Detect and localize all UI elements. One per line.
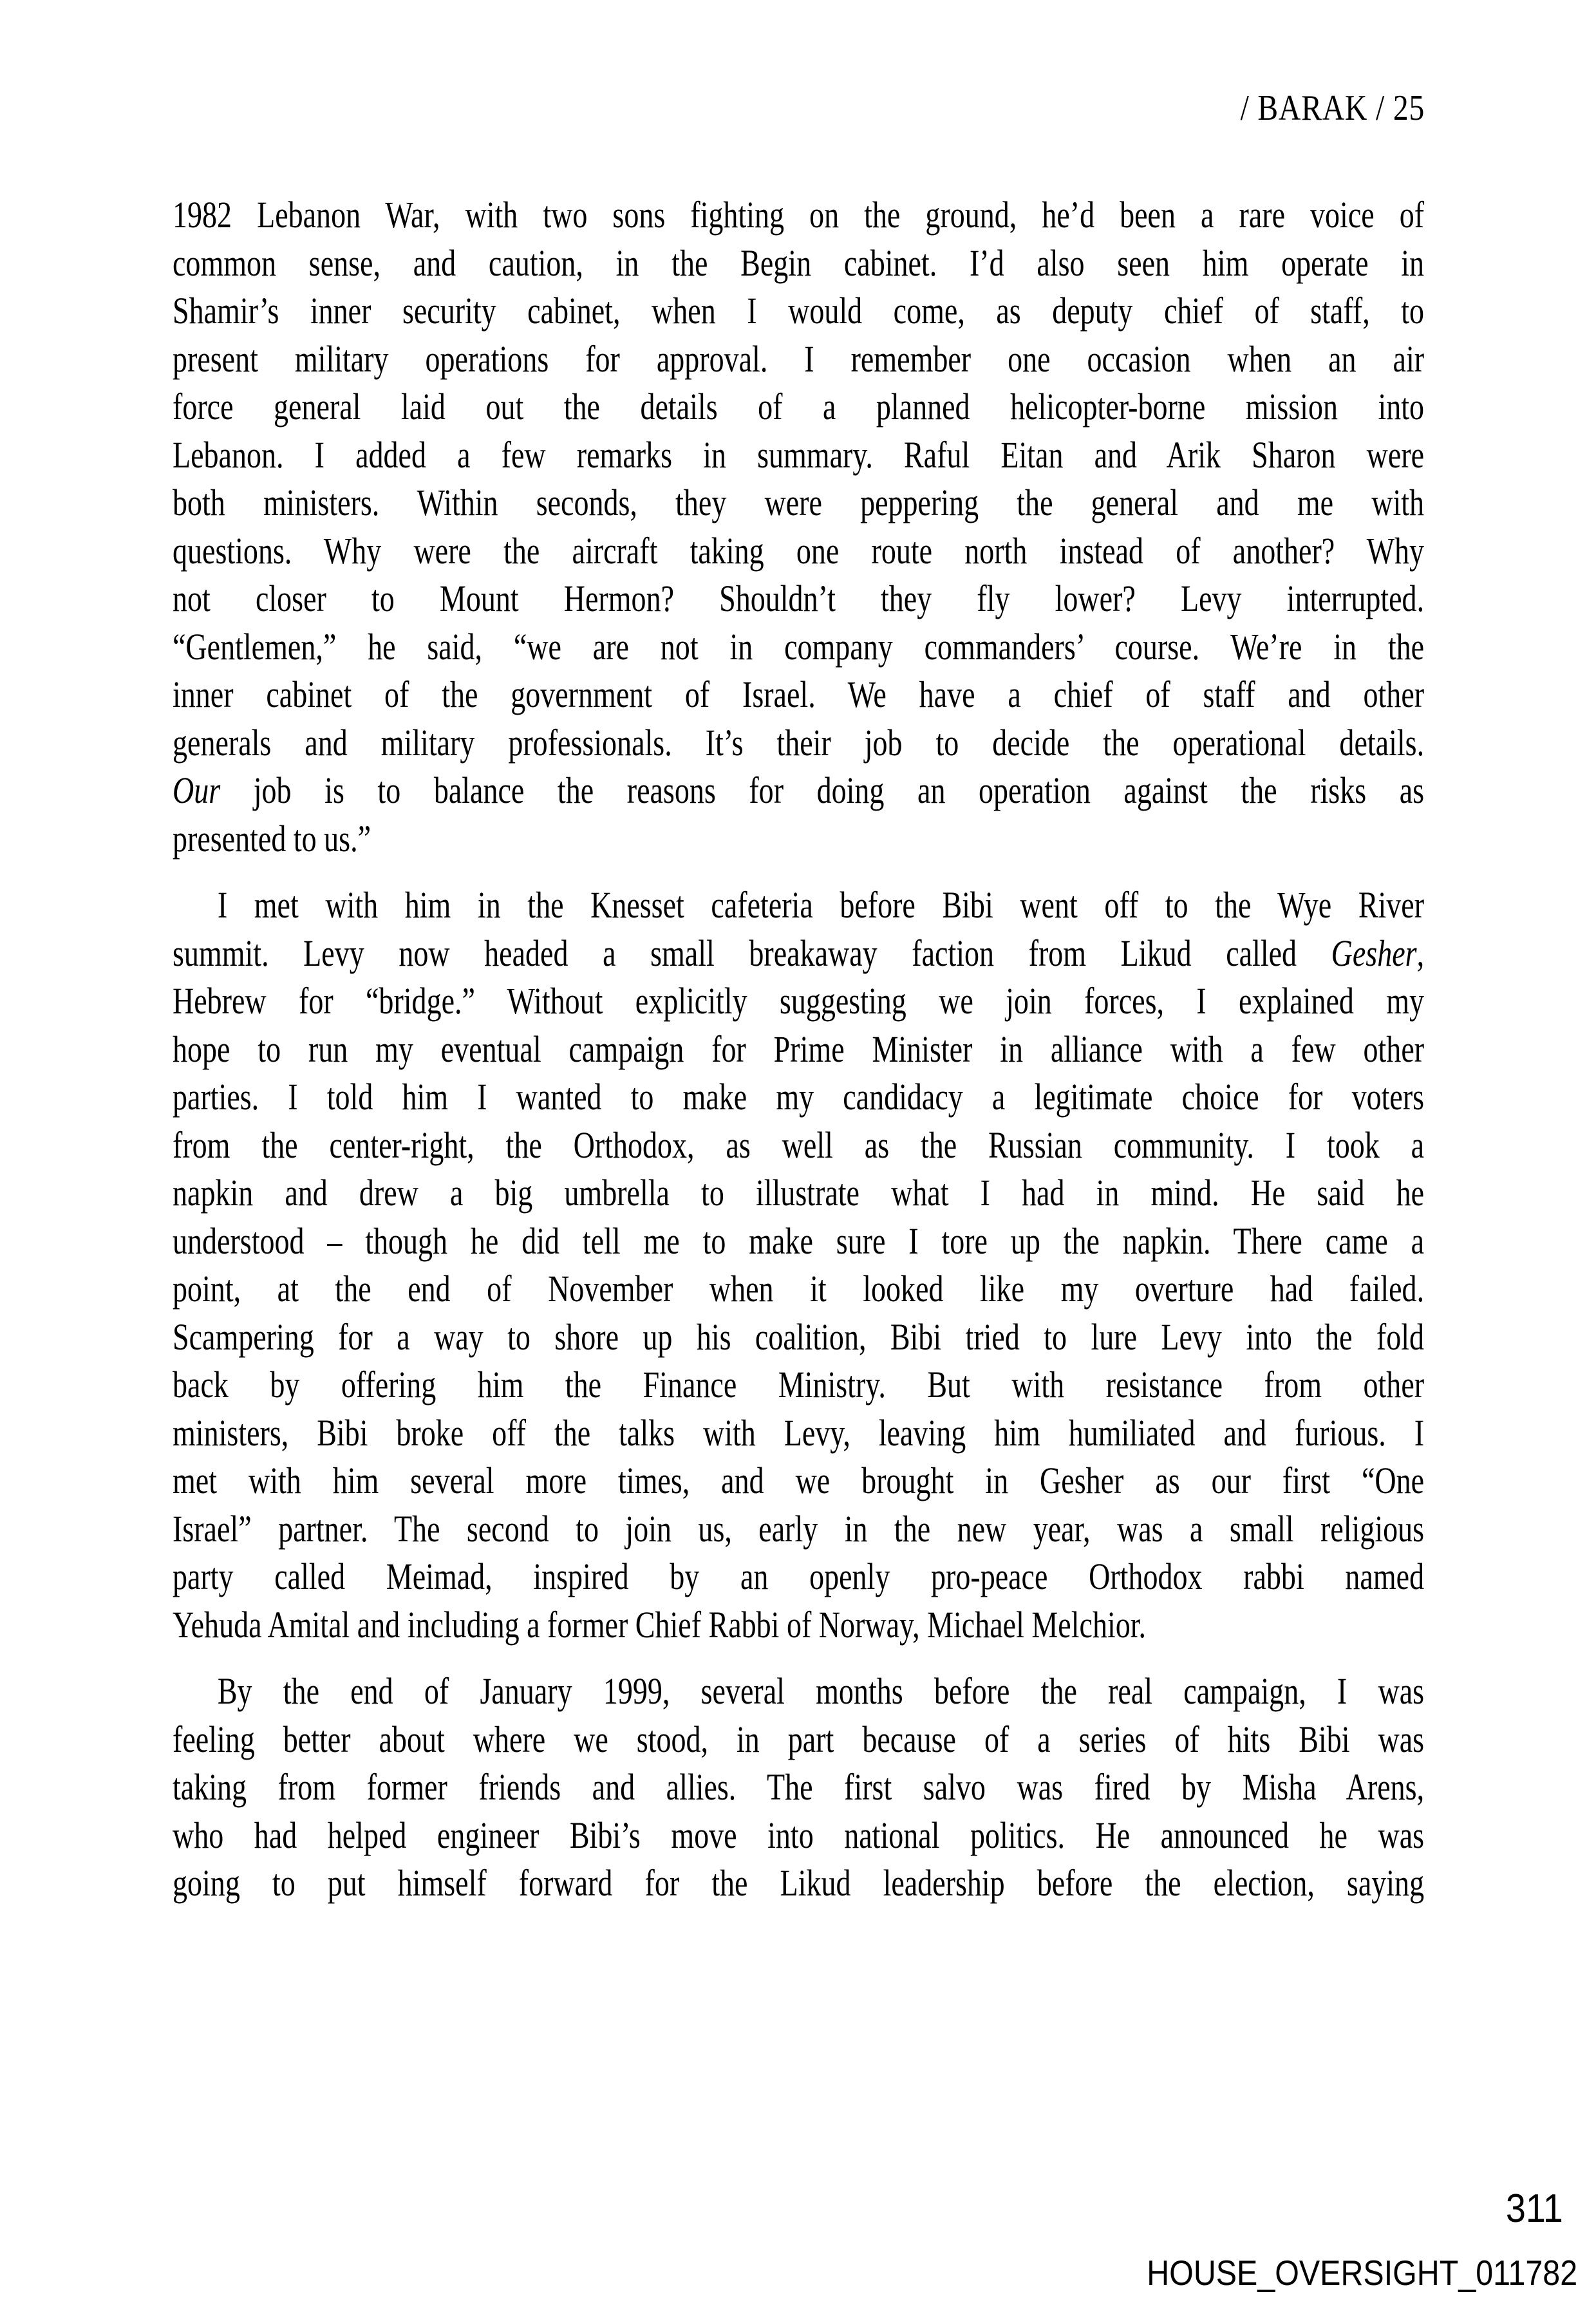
text-line: Israel” partner. The second to join us, early in the new year, was a small religious xyxy=(173,1507,1425,1550)
text-line: inner cabinet of the government of Israel. We have a chief of staff and other xyxy=(173,673,1425,715)
text-line: ministers, Bibi broke off the talks with Levy, leaving him humiliated and furious. I xyxy=(173,1411,1425,1454)
text-line: party called Meimad, inspired by an openly pro-peace Orthodox rabbi named xyxy=(173,1556,1425,1597)
text-line: common sense, and caution, in the Begin cabinet. I’d also seen him operate in xyxy=(173,241,1425,284)
text-line: parties. I told him I wanted to make my candidacy a legitimate choice for voters xyxy=(173,1076,1425,1118)
text-line: napkin and drew a big umbrella to illustrate what I had in mind. He said he xyxy=(173,1172,1425,1214)
page-number: 311 xyxy=(1506,2186,1563,2231)
paragraph xyxy=(173,1668,1424,1908)
text-line: taking from former friends and allies. The first salvo was fired by Misha Arens, xyxy=(173,1766,1425,1808)
text-line: both ministers. Within seconds, they were peppering the general and me with xyxy=(173,482,1425,523)
text-line: understood – though he did tell me to make sure I tore up the napkin. There came a xyxy=(173,1219,1425,1262)
bates-stamp: HOUSE_OVERSIGHT_011782 xyxy=(1147,2253,1577,2293)
text-line: who had helped engineer Bibi’s move into national politics. He announced he was xyxy=(173,1814,1425,1856)
text-line: met with him several more times, and we brought in Gesher as our first “One xyxy=(173,1460,1425,1501)
text-line: hope to run my eventual campaign for Prime Minister in alliance with a few other xyxy=(173,1028,1425,1070)
text-line: questions. Why were the aircraft taking one route north instead of another? Why xyxy=(173,529,1425,572)
text-line: I met with him in the Knesset cafeteria before Bibi went off to the Wye River xyxy=(217,884,1425,926)
text-line: force general laid out the details of a planned helicopter-borne mission into xyxy=(173,386,1425,428)
text-line: Our job is to balance the reasons for doing an operation against the risks as xyxy=(173,769,1425,811)
text-line: generals and military professionals. It’s their job to decide the operational details. xyxy=(173,721,1425,764)
text-line: feeling better about where we stood, in part because of a series of hits Bibi was xyxy=(173,1718,1425,1760)
text-line: from the center-right, the Orthodox, as well as the Russian community. I took a xyxy=(173,1123,1425,1166)
text-line: going to put himself forward for the Likud leadership before the election, saying xyxy=(173,1862,1425,1904)
text-line: Shamir’s inner security cabinet, when I would come, as deputy chief of staff, to xyxy=(173,290,1425,332)
text-line: present military operations for approval. I remember one occasion when an air xyxy=(173,337,1425,380)
text-line: presented to us.” xyxy=(173,817,371,860)
text-line: “Gentlemen,” he said, “we are not in company commanders’ course. We’re in the xyxy=(173,625,1425,668)
text-line: back by offering him the Finance Ministry. But with resistance from other xyxy=(173,1364,1425,1405)
text-line: summit. Levy now headed a small breakaway faction from Likud called Gesher, xyxy=(173,932,1425,974)
body-text xyxy=(173,191,1424,1908)
text-line: not closer to Mount Hermon? Shouldn’t they fly lower? Levy interrupted. xyxy=(173,578,1425,619)
text-line: By the end of January 1999, several months before the real campaign, I was xyxy=(217,1670,1425,1712)
text-line: 1982 Lebanon War, with two sons fighting on the ground, he’d been a rare voice of xyxy=(173,194,1425,236)
paragraph xyxy=(173,881,1424,1649)
text-line: Hebrew for “bridge.” Without explicitly suggesting we join forces, I explained my xyxy=(173,980,1425,1022)
text-line: point, at the end of November when it looked like my overture had failed. xyxy=(173,1268,1425,1310)
text-line: Scampering for a way to shore up his coalition, Bibi tried to lure Levy into the fold xyxy=(173,1315,1425,1358)
running-header: / BARAK / 25 xyxy=(1240,88,1425,128)
text-line: Lebanon. I added a few remarks in summary. Raful Eitan and Arik Sharon were xyxy=(173,433,1425,476)
text-line: Yehuda Amital and including a former Chief Rabbi of Norway, Michael Melchior. xyxy=(173,1603,1147,1646)
paragraph xyxy=(173,191,1424,863)
